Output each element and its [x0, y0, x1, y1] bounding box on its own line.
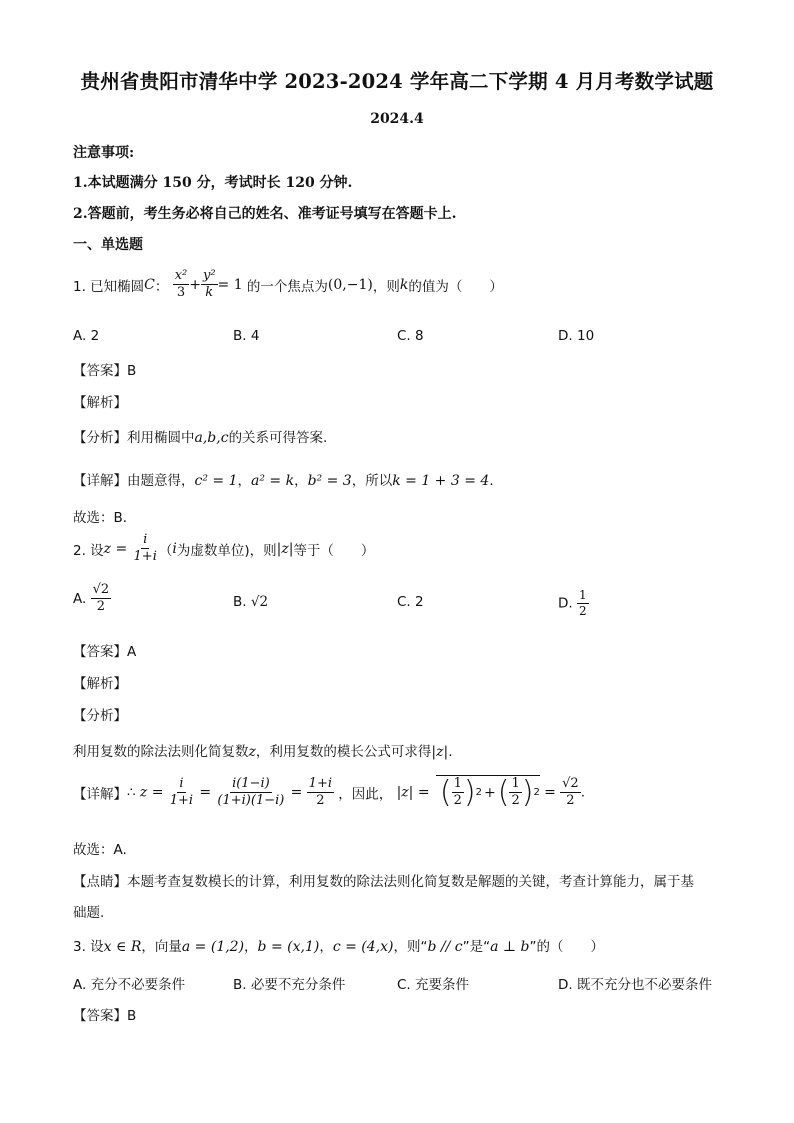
q1-detail-text2: ，所以	[351, 473, 393, 489]
q3-vector-a: a = (1,2)	[181, 939, 245, 955]
q2-detail-paren-open-2: (	[497, 774, 510, 810]
q1-detail: 【详解】由题意得，c² = 1，a² = k，b² = 3，所以k = 1 + 3 = 4．	[73, 473, 503, 489]
q3-option-c: C. 充要条件	[397, 977, 470, 993]
q1-choice: 故选：B．	[73, 510, 137, 526]
q2-option-d-num: 1	[578, 588, 587, 602]
q2-comment-text-1: 本题考查复数模长的计算，利用复数的除法法则化简复数是解题的关键，考查计算能力，属于基	[127, 874, 694, 890]
q2-fenxi-text-a: 利用复数的除法法则化简复数	[73, 744, 249, 760]
q2-detail-half-1	[452, 776, 464, 810]
q2-comment-line-1	[73, 870, 694, 890]
q1-focus-point: (0,−1)	[327, 276, 373, 293]
q2-option-a-label: A.	[73, 590, 87, 607]
q3-x-in-r: x ∈ R	[103, 939, 142, 955]
q1-detail-m4: k = 1 + 3 = 4	[392, 473, 490, 489]
q2-fenxi	[73, 740, 453, 760]
q3-option-d: D. 既不充分也不必要条件	[558, 977, 712, 993]
q2-detail-eq2: =	[290, 784, 303, 801]
q2-frac-num: i	[141, 532, 149, 549]
q1-detail-m3: b² = 3	[307, 473, 352, 489]
q1-colon: ：	[154, 278, 169, 295]
q1-option-d: D. 10	[558, 328, 595, 344]
q1-fenxi	[73, 426, 327, 446]
q3-perpendicular: a ⊥ b	[490, 939, 530, 955]
q3-parallel: b // c	[427, 939, 463, 955]
q2-detail-paren-close-1: )	[463, 774, 476, 810]
q2-frac	[132, 532, 159, 566]
q2-mid: （	[158, 542, 173, 559]
q1-detail-m2: a² = k	[251, 473, 295, 489]
q2-detail-frac2	[215, 776, 286, 810]
q1-suffix-a: ，则	[372, 278, 400, 295]
q2-detail-half-2-num: 1	[509, 776, 521, 793]
q3-vector-c: c = (4,x)	[332, 939, 394, 955]
q2-option-a-den: 2	[96, 599, 106, 615]
q2-detail-frac1	[168, 776, 195, 810]
q1-frac-y-den: k	[205, 285, 214, 301]
q2-detail-absz: |z| =	[396, 784, 430, 801]
exam-date: 2024.4	[370, 111, 424, 127]
q2-option-c: C. 2	[397, 594, 424, 610]
q2-detail	[73, 775, 585, 810]
q2-detail-frac1-den: 1+i	[169, 792, 194, 808]
q1-detail-tag: 【详解】	[73, 473, 127, 489]
q1-detail-end: ．	[489, 473, 503, 489]
q1-mid: 的一个焦点为	[246, 278, 328, 295]
q1-fenxi-text-a: 利用椭圆中	[127, 430, 195, 446]
question-3-stem: 3. 设x ∈ R，向量a = (1,2)，b = (x,1)，c = (4,x)，则“b // c”是“a ⊥ b”的（ ）	[73, 939, 604, 955]
q2-mid2: 为虚数单位)，则	[176, 542, 277, 559]
q2-frac-den: 1+i	[133, 549, 157, 565]
q2-detail-frac2-den: (1+i)(1−i)	[217, 792, 285, 808]
q2-detail-result	[560, 776, 581, 810]
q2-comment-line-2: 础题.	[73, 905, 105, 921]
q2-detail-frac3-num: 1+i	[307, 776, 334, 793]
q2-option-d-den: 2	[578, 604, 587, 618]
q3-vector-b: b = (x,1)	[257, 939, 320, 955]
q2-detail-half-1-num: 1	[452, 776, 464, 793]
q2-detail-eq3: =	[544, 784, 556, 801]
q1-fenxi-tag: 【分析】	[73, 430, 127, 446]
q2-option-a-frac	[91, 582, 112, 616]
q1-frac-x	[173, 268, 190, 302]
q1-answer: 【答案】B	[73, 363, 137, 379]
q3-text-1: ，向量	[141, 939, 182, 955]
q2-option-a-num: √2	[91, 582, 112, 599]
q1-fenxi-vars: a,b,c	[194, 430, 229, 446]
q1-frac-y-num: y²	[201, 268, 218, 285]
question-1-stem	[73, 268, 503, 302]
q3-text-2: ，则“	[393, 939, 428, 955]
notes-item-2: 2.答题前，考生务必将自己的姓名、准考证号填写在答题卡上.	[73, 206, 457, 222]
q2-detail-eq1: =	[199, 784, 212, 801]
q3-text-3: ”是“	[462, 939, 491, 955]
q2-option-d-label: D.	[558, 595, 573, 612]
q2-analysis-tag: 【解析】	[73, 676, 127, 692]
q3-prefix: 3. 设	[73, 939, 104, 955]
q1-detail-text: 由题意得，	[127, 473, 195, 489]
q2-abs-z: |z|	[276, 540, 294, 557]
q2-detail-tag: 【详解】	[73, 786, 127, 803]
q1-option-a: A. 2	[73, 328, 100, 344]
q2-choice: 故选：A.	[73, 842, 127, 858]
q2-fenxi-absz: |z|	[431, 744, 449, 760]
q2-detail-sqrt	[436, 775, 540, 810]
q1-frac-y	[201, 268, 218, 302]
q2-detail-plus: +	[483, 784, 496, 801]
q2-detail-therefore: ∴	[127, 784, 136, 801]
q2-fenxi-tag: 【分析】	[73, 708, 127, 724]
q1-detail-m1: c² = 1	[194, 473, 238, 489]
q2-detail-z: z =	[139, 784, 164, 801]
question-2-stem	[73, 532, 374, 566]
q2-comment-tag: 【点睛】	[73, 874, 127, 890]
q2-detail-frac3	[307, 776, 334, 810]
q2-option-d	[558, 588, 589, 619]
q1-fenxi-text-b: 的关系可得答案.	[228, 430, 328, 446]
q1-plus: +	[189, 276, 201, 293]
q2-suffix: 等于（ ）	[293, 542, 375, 559]
q2-detail-paren-close-2: )	[521, 774, 534, 810]
q2-option-d-frac	[577, 588, 589, 619]
q1-curve-name: C	[144, 276, 155, 293]
q1-suffix-b: 的值为（ ）	[408, 278, 503, 295]
q2-detail-half-2-den: 2	[511, 793, 520, 809]
q3-option-a: A. 充分不必要条件	[73, 977, 186, 993]
q2-fenxi-z: z	[248, 744, 256, 760]
q2-detail-result-num: √2	[560, 776, 581, 793]
q1-analysis-tag: 【解析】	[73, 395, 127, 411]
q1-var-k: k	[399, 276, 409, 293]
q2-option-b	[233, 594, 268, 610]
q1-option-b: B. 4	[233, 328, 260, 344]
q2-z-lhs: z =	[103, 540, 128, 557]
q1-option-c: C. 8	[397, 328, 424, 344]
q2-detail-sq-2: 2	[533, 787, 540, 799]
q3-option-b: B. 必要不充分条件	[233, 977, 346, 993]
q2-detail-paren-open-1: (	[439, 774, 452, 810]
q1-prefix: 1. 已知椭圆	[73, 278, 145, 295]
q2-detail-sq-1: 2	[475, 787, 482, 799]
q2-fenxi-text-b: ，利用复数的模长公式可求得	[255, 744, 432, 760]
q2-answer: 【答案】A	[73, 644, 137, 660]
q1-eq-rhs: = 1	[217, 276, 243, 293]
q2-detail-frac3-den: 2	[316, 792, 325, 808]
q2-detail-end: .	[580, 784, 585, 801]
q1-frac-x-num: x²	[173, 268, 190, 285]
q2-prefix: 2. 设	[73, 542, 104, 559]
q2-option-a	[73, 582, 111, 616]
q2-detail-half-1-den: 2	[453, 793, 462, 809]
q2-option-b-value: √2	[250, 594, 269, 610]
q2-detail-result-den: 2	[566, 792, 575, 808]
q2-detail-frac2-num: i(1−i)	[230, 776, 272, 793]
q3-answer: 【答案】B	[73, 1008, 137, 1024]
q1-frac-x-den: 3	[176, 285, 186, 301]
q2-detail-frac1-num: i	[177, 776, 185, 793]
notes-heading: 注意事项:	[73, 145, 135, 161]
q2-fenxi-end: .	[448, 744, 453, 760]
q2-option-b-label: B.	[233, 594, 247, 610]
section-heading-single-choice: 一、单选题	[73, 237, 143, 253]
notes-item-1: 1.本试题满分 150 分，考试时长 120 分钟.	[73, 175, 353, 191]
q2-detail-half-2	[509, 776, 521, 810]
page-title: 贵州省贵阳市清华中学 2023-2024 学年高二下学期 4 月月考数学试题	[80, 70, 714, 93]
q2-detail-mid: ，因此，	[338, 786, 393, 803]
q3-text-4: ”的（ ）	[529, 939, 604, 955]
q2-i-var: i	[172, 540, 177, 557]
